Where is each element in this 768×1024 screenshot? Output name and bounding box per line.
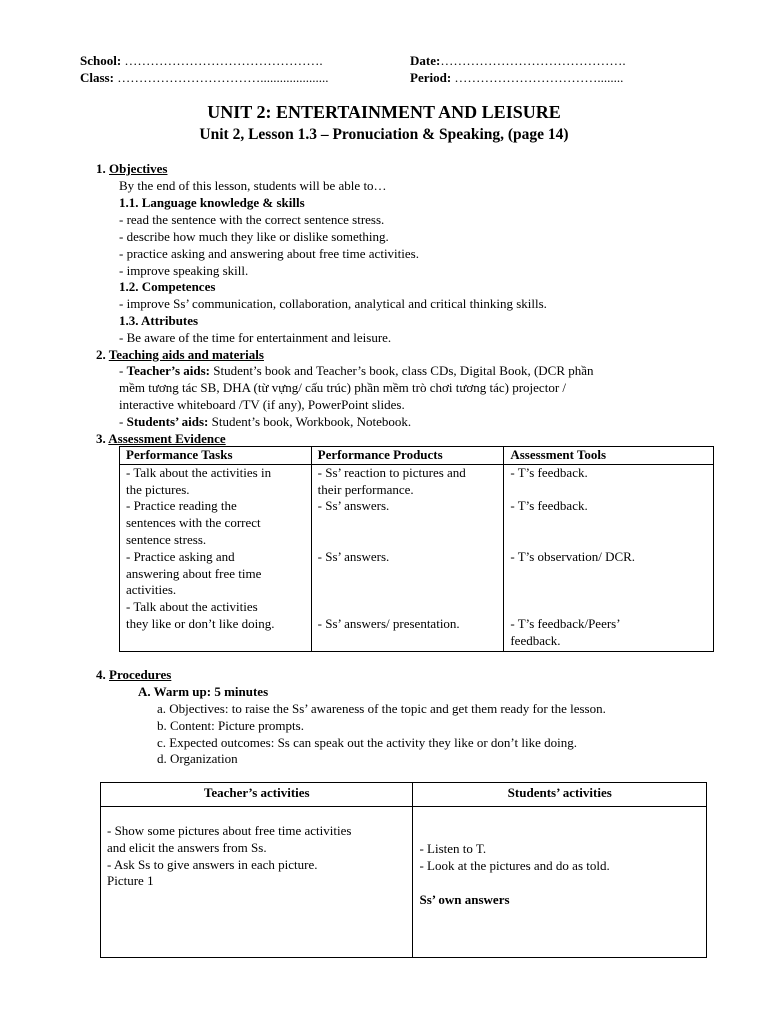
procedures-heading	[96, 667, 171, 684]
lesson-title: Unit 2, Lesson 1.3 – Pronuciation & Speaking, (page 14)	[199, 126, 569, 143]
cell-line: - Listen to T.	[419, 841, 487, 856]
school-row	[80, 53, 323, 70]
product-cell	[311, 599, 504, 651]
warmup-heading: A. Warm up: 5 minutes	[138, 684, 269, 699]
teacher-aids-line-3: interactive whiteboard /TV (if any), PowerPoint slides.	[119, 397, 405, 412]
class-label: Class:	[80, 70, 114, 85]
school-field: ……………………………………….	[124, 53, 323, 68]
competences-item: - improve Ss’ communication, collaboration, analytical and critical thinking skills.	[119, 296, 547, 311]
class-row	[80, 70, 328, 87]
attributes-item: - Be aware of the time for entertainment and leisure.	[119, 330, 392, 345]
class-field: …………………………….....................	[117, 70, 329, 85]
col-assessment-tools: Assessment Tools	[504, 447, 714, 465]
table-row	[120, 599, 714, 651]
tool-cell	[504, 599, 714, 651]
cell-line: - T’s feedback/Peers’	[510, 616, 621, 632]
objective-item: - practice asking and answering about free time activities.	[119, 246, 419, 261]
product-cell	[311, 498, 504, 548]
assessment-num: 3.	[96, 431, 106, 446]
organization-table	[100, 782, 707, 958]
cell-line: and elicit the answers from Ss.	[107, 839, 267, 855]
cell-line: - Show some pictures about free time activities	[107, 823, 352, 838]
objectives-intro: By the end of this lesson, students will be able to…	[119, 178, 387, 193]
tool-cell	[504, 464, 714, 498]
cell-line: - Ss’ answers.	[317, 498, 390, 514]
objectives-title: Objectives	[109, 161, 168, 176]
aids-heading	[96, 347, 264, 364]
procedure-item: d. Organization	[157, 751, 238, 766]
objective-item: - improve speaking skill.	[119, 263, 249, 278]
objectives-num: 1.	[96, 161, 106, 176]
cell-line: - Ss’ answers/ presentation.	[317, 616, 460, 632]
period-row	[410, 70, 623, 87]
cell-line: - Ss’ reaction to pictures and	[317, 464, 466, 480]
aids-num: 2.	[96, 347, 106, 362]
cell-line: - T’s feedback.	[510, 464, 588, 480]
objective-item: - describe how much they like or dislike something.	[119, 229, 389, 244]
unit-title: UNIT 2: ENTERTAINMENT AND LEISURE	[207, 102, 561, 122]
table-row	[120, 549, 714, 599]
cell-line: - Ask Ss to give answers in each picture.	[107, 856, 318, 872]
date-row	[410, 53, 626, 70]
task-cell	[120, 549, 312, 599]
assessment-header-row	[120, 447, 714, 465]
objective-item: - read the sentence with the correct sentence stress.	[119, 212, 385, 227]
students-own-answers: Ss’ own answers	[419, 891, 510, 907]
col-students-activities: Students’ activities	[413, 783, 707, 807]
cell-line: - Look at the pictures and do as told.	[419, 857, 610, 873]
language-knowledge-heading: 1.1. Language knowledge & skills	[119, 195, 305, 210]
cell-line: activities.	[126, 582, 177, 598]
teacher-aids-line-2: mềm tương tác SB, DHA (từ vựng/ cấu trúc) phần mềm trò chơi tương tác) projector /	[119, 380, 567, 395]
students-aids-label: Students’ aids:	[126, 414, 209, 429]
procedures-title: Procedures	[109, 667, 172, 682]
objectives-heading	[96, 161, 167, 178]
attributes-heading: 1.3. Attributes	[119, 313, 199, 328]
procedure-item: c. Expected outcomes: Ss can speak out the activity they like or don’t like doing.	[157, 735, 577, 750]
teacher-aids-text: Student’s book and Teacher’s book, class CDs, Digital Book, (DCR phần	[210, 363, 594, 378]
teacher-activities-cell	[101, 807, 413, 958]
cell-line: feedback.	[510, 632, 561, 648]
product-cell	[311, 549, 504, 599]
table-row	[120, 498, 714, 548]
cell-line: sentences with the correct	[126, 515, 261, 531]
cell-line: - Ss’ answers.	[317, 548, 390, 564]
date-field: …………………………………….	[440, 53, 626, 68]
cell-line: - Practice reading the	[126, 498, 237, 514]
cell-line: answering about free time	[126, 565, 262, 581]
school-label: School:	[80, 53, 122, 68]
date-label: Date:	[410, 53, 441, 68]
students-aids-line: - Students’ aids: Student’s book, Workbook, Notebook.	[119, 414, 412, 429]
cell-line: their performance.	[317, 481, 414, 497]
col-teacher-activities: Teacher’s activities	[101, 783, 413, 807]
organization-header-row	[101, 783, 707, 807]
aids-title: Teaching aids and materials	[108, 347, 264, 362]
period-field: ……………………………........	[454, 70, 624, 85]
cell-line: - T’s feedback.	[510, 498, 588, 514]
assessment-table	[119, 446, 714, 652]
procedures-num: 4.	[96, 667, 106, 682]
task-cell	[120, 498, 312, 548]
task-cell	[120, 599, 312, 651]
col-performance-tasks: Performance Tasks	[120, 447, 312, 465]
cell-line: - Talk about the activities in	[126, 464, 272, 480]
cell-line: sentence stress.	[126, 531, 207, 547]
competences-heading: 1.2. Competences	[119, 279, 216, 294]
tool-cell	[504, 498, 714, 548]
cell-line: they like or don’t like doing.	[126, 615, 275, 631]
cell-line: - Talk about the activities	[126, 599, 258, 615]
period-label: Period:	[410, 70, 452, 85]
col-performance-products: Performance Products	[311, 447, 504, 465]
cell-line: - T’s observation/ DCR.	[510, 548, 636, 564]
cell-line: Picture 1	[107, 873, 154, 889]
task-cell	[120, 464, 312, 498]
students-activities-cell	[413, 807, 707, 958]
table-row	[101, 807, 707, 958]
procedure-item: b. Content: Picture prompts.	[157, 718, 304, 733]
students-aids-text: Student’s book, Workbook, Notebook.	[208, 414, 412, 429]
table-row	[120, 464, 714, 498]
tool-cell	[504, 549, 714, 599]
cell-line: - Practice asking and	[126, 548, 235, 564]
teacher-aids-line: - Teacher’s aids: Student’s book and Teacher’s book, class CDs, Digital Book, (DCR phần	[119, 363, 594, 378]
cell-line: the pictures.	[126, 481, 190, 497]
procedure-item: a. Objectives: to raise the Ss’ awareness of the topic and get them ready for the lesson.	[157, 701, 606, 716]
teacher-aids-label: Teacher’s aids:	[126, 363, 211, 378]
assessment-title: Assessment Evidence	[108, 431, 226, 446]
product-cell	[311, 464, 504, 498]
